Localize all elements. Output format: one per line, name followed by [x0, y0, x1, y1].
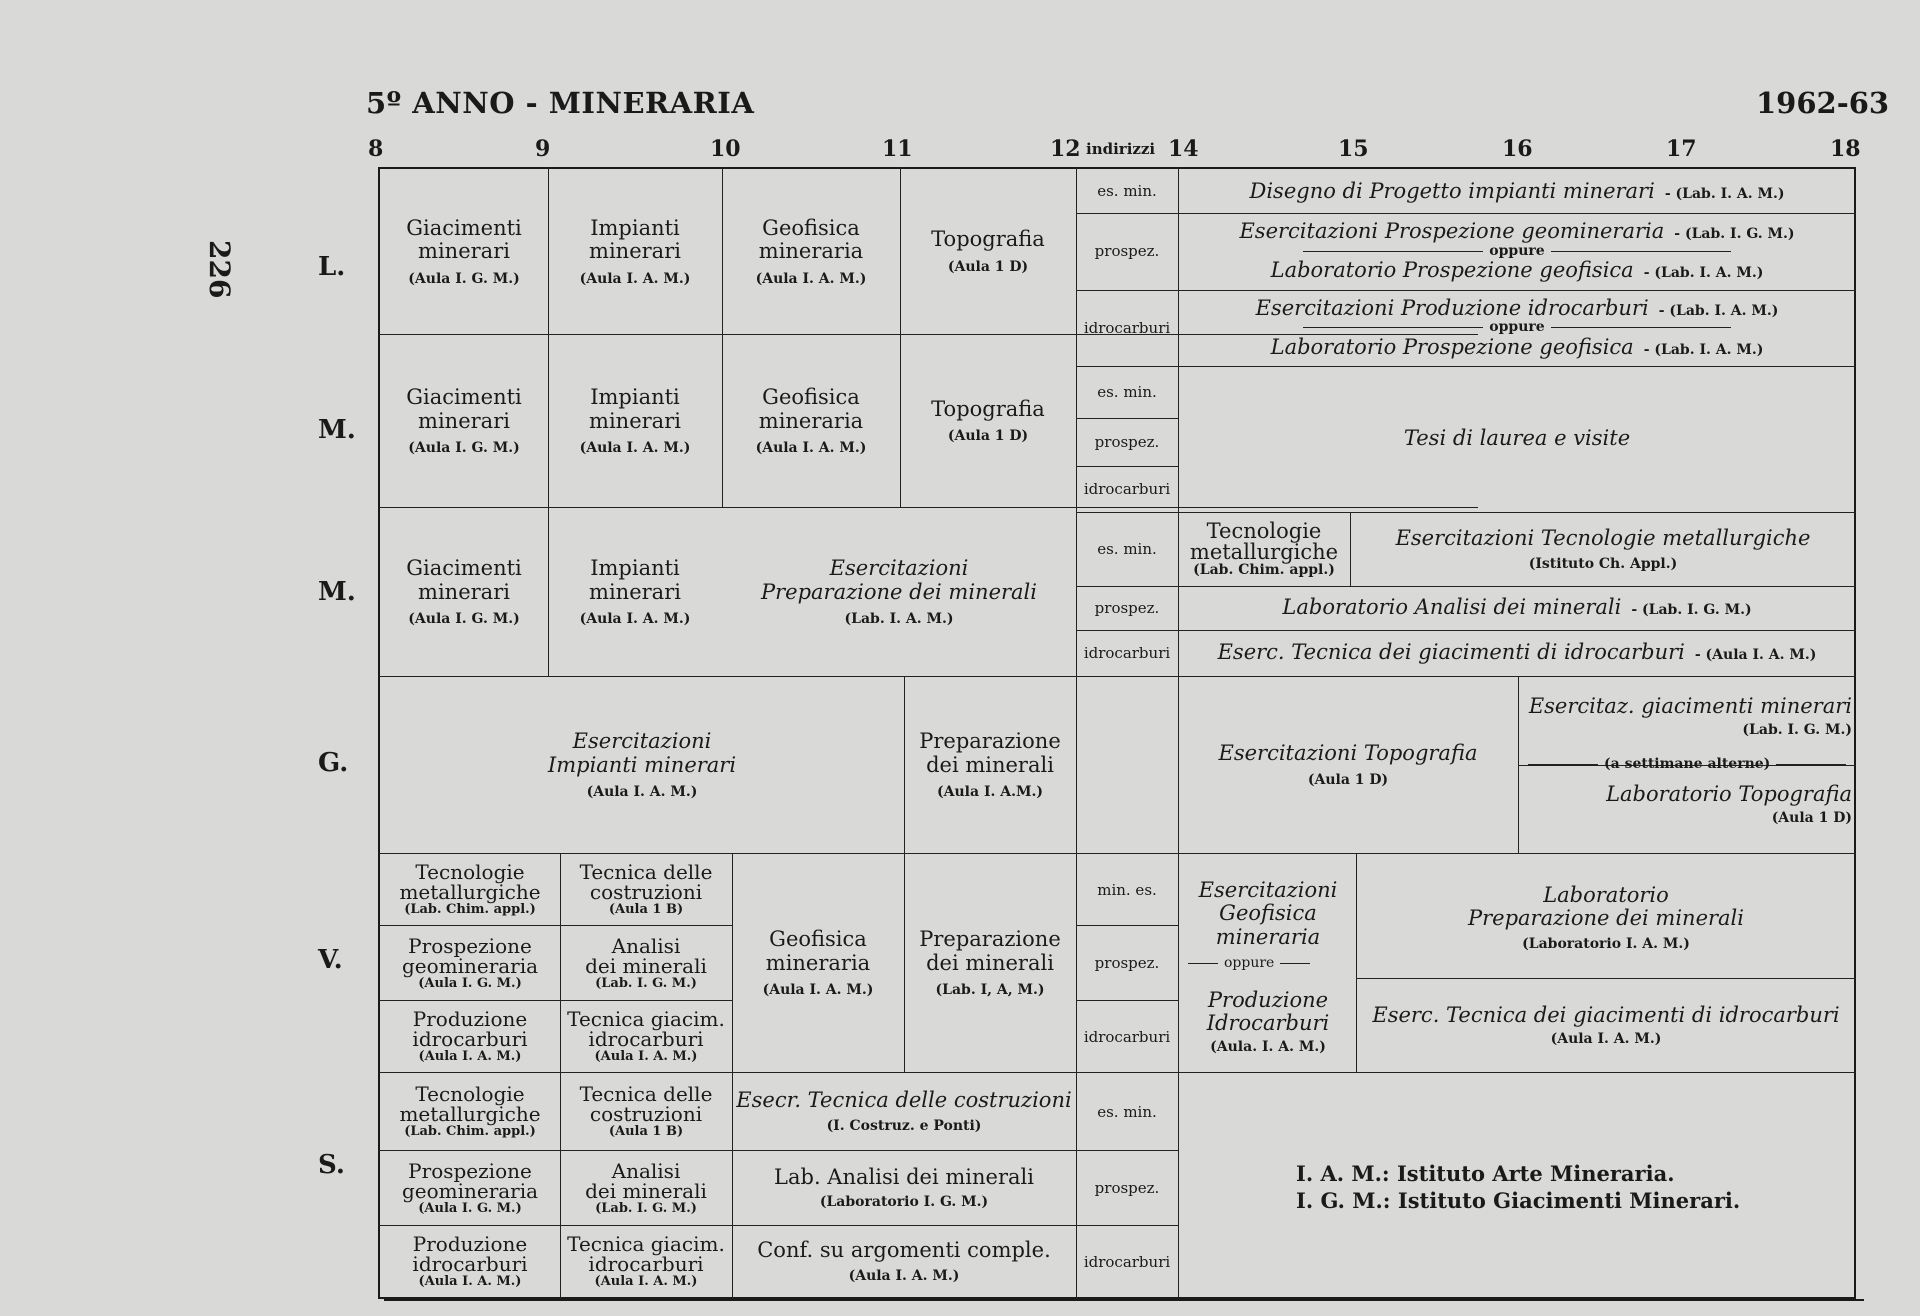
- divider: [732, 1150, 1078, 1151]
- hour-12: 12: [1050, 136, 1081, 162]
- ind-es-min: es. min.: [1097, 382, 1157, 401]
- lun-disegno-progetto: Disegno di Progetto impianti minerari - (Lab. I. A. M.): [1249, 178, 1785, 203]
- ven-produzione-idrocarburi-opt: Produzione Idrocarburi (Aula. I. A. M.): [1206, 987, 1330, 1055]
- divider: [378, 1000, 732, 1001]
- sab-analisi: Analisi dei minerali (Lab. I. G. M.): [585, 1158, 707, 1216]
- legend-igm: I. G. M.: Istituto Giacimenti Minerari.: [1296, 1188, 1741, 1214]
- ven-produzione-idrocarburi: Produzione idrocarburi (Aula I. A. M.): [412, 1007, 528, 1065]
- mer-tecnica-giacimenti: Eserc. Tecnica dei giacimenti di idrocarburi - (Aula I. A. M.): [1217, 640, 1817, 665]
- hour-11: 11: [882, 136, 913, 162]
- ind-prospez: prospez.: [1094, 598, 1160, 617]
- mer-impianti: Impianti minerari (Aula I. A. M.): [579, 556, 691, 628]
- divider: [378, 676, 1856, 677]
- mer-esercitazioni-preparazione: Esercitazioni Preparazione dei minerali (Lab. I. A. M.): [760, 556, 1037, 628]
- ind-prospez: prospez.: [1094, 1179, 1160, 1198]
- ven-prospezione: Prospezione geomineraria (Aula I. G. M.): [401, 933, 539, 991]
- gio-esercitazioni-topografia: Esercitazioni Topografia (Aula 1 D): [1218, 740, 1478, 789]
- mar-giacimenti: Giacimenti minerari (Aula I. G. M.): [406, 385, 522, 457]
- ind-idrocarburi: idrocarburi: [1083, 318, 1171, 337]
- gio-esercitazioni-impianti: Esercitazioni Impianti minerari (Aula I. A. M.): [547, 729, 737, 801]
- ven-analisi: Analisi dei minerali (Lab. I. G. M.): [585, 933, 707, 991]
- divider: [378, 853, 1856, 854]
- divider: [1076, 1225, 1178, 1226]
- ven-tecnologie-metallurgiche: Tecnologie metallurgiche (Lab. Chim. appl.): [399, 860, 541, 918]
- ind-es-min: es. min.: [1097, 182, 1157, 201]
- sab-esecr-tecnica-costruzioni: Esecr. Tecnica delle costruzioni (I. Costruz. e Ponti): [736, 1088, 1072, 1134]
- day-mercoledi: M.: [318, 577, 356, 607]
- ind-idrocarburi: idrocarburi: [1083, 1027, 1171, 1046]
- sab-tecnica-giacim: Tecnica giacim. idrocarburi (Aula I. A. M.): [567, 1232, 725, 1290]
- hour-10: 10: [710, 136, 741, 162]
- indirizzi-label: indirizzi: [1086, 140, 1156, 158]
- gio-esercitaz-giacimenti: Esercitaz. giacimenti minerari (Lab. I. G. M.): [1528, 694, 1852, 738]
- sab-tecnologie-metallurgiche: Tecnologie metallurgiche (Lab. Chim. appl.): [399, 1082, 541, 1140]
- hour-9: 9: [535, 136, 551, 162]
- divider: [1178, 512, 1856, 513]
- day-giovedi: G.: [318, 748, 349, 778]
- ind-idrocarburi: idrocarburi: [1083, 479, 1171, 498]
- ind-idrocarburi: idrocarburi: [1083, 643, 1171, 662]
- ven-esercitazioni-geofisica: Esercitazioni Geofisica mineraria: [1198, 877, 1338, 949]
- day-venerdi: V.: [318, 945, 343, 975]
- legend: [1296, 1160, 1740, 1215]
- divider: [732, 1225, 1078, 1226]
- mer-giacimenti: Giacimenti minerari (Aula I. G. M.): [406, 556, 522, 628]
- hour-17: 17: [1666, 136, 1697, 162]
- ind-idrocarburi: idrocarburi: [1083, 1252, 1171, 1271]
- day-lunedi: L.: [318, 252, 346, 282]
- ven-eserc-tecnica-giacimenti: Eserc. Tecnica dei giacimenti di idrocarburi (Aula I. A. M.): [1372, 1003, 1840, 1047]
- hour-14: 14: [1168, 136, 1199, 162]
- divider: [1076, 925, 1178, 926]
- gio-laboratorio-topografia: Laboratorio Topografia (Aula 1 D): [1606, 782, 1852, 826]
- ind-min-es: min. es.: [1097, 880, 1157, 899]
- sab-conferenze: Conf. su argomenti comple. (Aula I. A. M.): [757, 1238, 1051, 1284]
- page-title: 5º ANNO - MINERARIA: [366, 86, 755, 120]
- mer-esercitazioni-tecnologie: Esercitazioni Tecnologie metallurgiche (Istituto Ch. Appl.): [1395, 526, 1811, 572]
- ven-tecnica-costruzioni: Tecnica delle costruzioni (Aula 1 B): [579, 860, 713, 918]
- mar-tesi: Tesi di laurea e visite: [1403, 426, 1631, 451]
- ind-es-min: es. min.: [1097, 539, 1157, 558]
- ven-geofisica: Geofisica mineraria (Aula I. A. M.): [762, 927, 874, 999]
- academic-year: 1962-63: [1756, 86, 1890, 120]
- day-martedi: M.: [318, 415, 356, 445]
- hour-18: 18: [1830, 136, 1861, 162]
- mer-laboratorio-analisi: Laboratorio Analisi dei minerali - (Lab. I. G. M.): [1282, 595, 1752, 620]
- sab-lab-analisi: Lab. Analisi dei minerali (Laboratorio I. G. M.): [774, 1164, 1034, 1211]
- hour-8: 8: [368, 136, 384, 162]
- divider: [378, 1072, 1856, 1073]
- ind-prospez: prospez.: [1094, 954, 1160, 973]
- sab-produzione-idrocarburi: Produzione idrocarburi (Aula I. A. M.): [412, 1232, 528, 1290]
- mar-geofisica: Geofisica mineraria (Aula I. A. M.): [755, 385, 867, 457]
- ven-tecnica-giacim: Tecnica giacim. idrocarburi (Aula I. A. M.): [567, 1007, 725, 1065]
- ind-prospez: prospez.: [1094, 242, 1160, 261]
- divider: [378, 925, 732, 926]
- lun-impianti: Impianti minerari (Aula I. A. M.): [579, 215, 691, 287]
- ven-oppure: oppure: [1182, 955, 1316, 971]
- divider: [378, 1225, 732, 1226]
- lun-topografia: Topografia (Aula 1 D): [931, 227, 1045, 275]
- mar-topografia: Topografia (Aula 1 D): [931, 396, 1045, 445]
- hour-15: 15: [1338, 136, 1369, 162]
- ind-es-min: es. min.: [1097, 1102, 1157, 1121]
- gio-settimane-alterne: (a settimane alterne): [1522, 756, 1852, 772]
- divider: [1076, 1150, 1178, 1151]
- divider: [1356, 978, 1856, 979]
- lun-idrocarburi: Esercitazioni Produzione idrocarburi - (Lab. I. A. M.) oppure Laboratorio Prospezione geofisica - (Lab. I. A. M.): [1255, 295, 1779, 359]
- lun-prospezione: Esercitazioni Prospezione geomineraria - (Lab. I. G. M.) oppure Laboratorio Prospezione geofisica - (Lab. I. A. M.): [1239, 219, 1795, 283]
- mer-tecnologie-metallurgiche: Tecnologie metallurgiche (Lab. Chim. appl.): [1189, 519, 1339, 579]
- sab-prospezione: Prospezione geomineraria (Aula I. G. M.): [401, 1158, 539, 1216]
- day-sabato: S.: [318, 1150, 345, 1180]
- divider: [378, 1150, 732, 1151]
- legend-iam: I. A. M.: Istituto Arte Mineraria.: [1296, 1161, 1675, 1186]
- ind-prospez: prospez.: [1094, 432, 1160, 451]
- lun-geofisica: Geofisica mineraria (Aula I. A. M.): [755, 215, 867, 287]
- gio-preparazione: Preparazione dei minerali (Aula I. A.M.): [919, 729, 1061, 801]
- ven-laboratorio-preparazione: Laboratorio Preparazione dei minerali (Laboratorio I. A. M.): [1467, 882, 1744, 952]
- lun-giacimenti: Giacimenti minerari (Aula I. G. M.): [406, 215, 522, 287]
- page-number: 226: [203, 240, 236, 299]
- mar-impianti: Impianti minerari (Aula I. A. M.): [579, 385, 691, 457]
- hour-16: 16: [1502, 136, 1533, 162]
- sab-tecnica-costruzioni: Tecnica delle costruzioni (Aula 1 B): [579, 1082, 713, 1140]
- divider: [1076, 1000, 1178, 1001]
- ven-preparazione: Preparazione dei minerali (Lab. I, A, M.): [919, 927, 1061, 999]
